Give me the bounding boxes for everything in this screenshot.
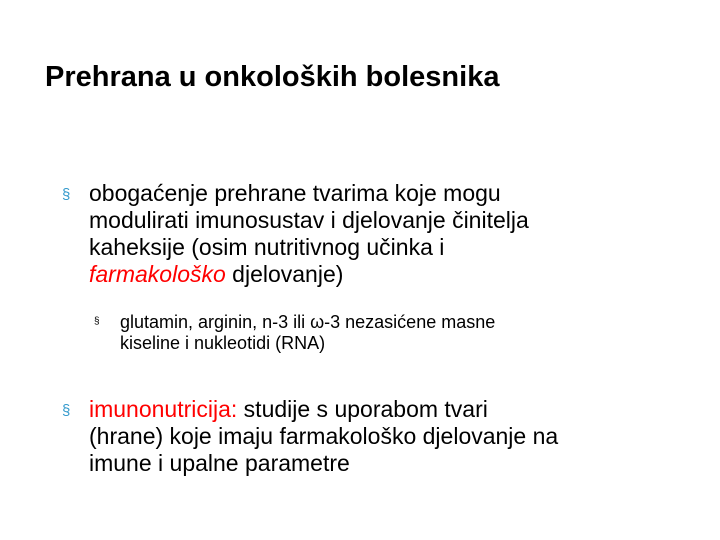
sub-bullet-text-1: [120, 312, 700, 354]
bullet-2-line-3: imune i upalne parametre: [89, 450, 350, 476]
bullet-marker-2: §: [62, 402, 71, 419]
bullet-text-2: [89, 396, 709, 477]
bullet-1-line-1: obogaćenje prehrane tvarima koje mogu: [89, 180, 501, 206]
bullet-1-line-4-rest: djelovanje): [225, 261, 344, 287]
bullet-2-line-1-rest: studije s uporabom tvari: [237, 396, 488, 422]
slide-title: Prehrana u onkoloških bolesnika: [45, 61, 500, 93]
highlight-farmakolosko: farmakološko: [89, 261, 226, 287]
bullet-1-line-4: [89, 261, 709, 288]
bullet-1-line-3: kaheksije (osim nutritivnog učinka i: [89, 234, 445, 260]
sub-bullet-1-line-2: kiseline i nukleotidi (RNA): [120, 333, 326, 353]
bullet-text-1: [89, 180, 709, 288]
bullet-marker-1: §: [62, 186, 71, 203]
sub-bullet-1-line-1: glutamin, arginin, n-3 ili ω-3 nezasićene masne: [120, 312, 496, 332]
bullet-1-line-2: modulirati imunosustav i djelovanje činitelja: [89, 207, 529, 233]
bullet-2-line-2: (hrane) koje imaju farmakološko djelovanje na: [89, 423, 559, 449]
colon: :: [230, 396, 238, 422]
bullet-2-line-1: [89, 396, 709, 423]
sub-bullet-marker-1: §: [94, 316, 100, 327]
highlight-imunonutricija: imunonutricija: [89, 396, 231, 422]
